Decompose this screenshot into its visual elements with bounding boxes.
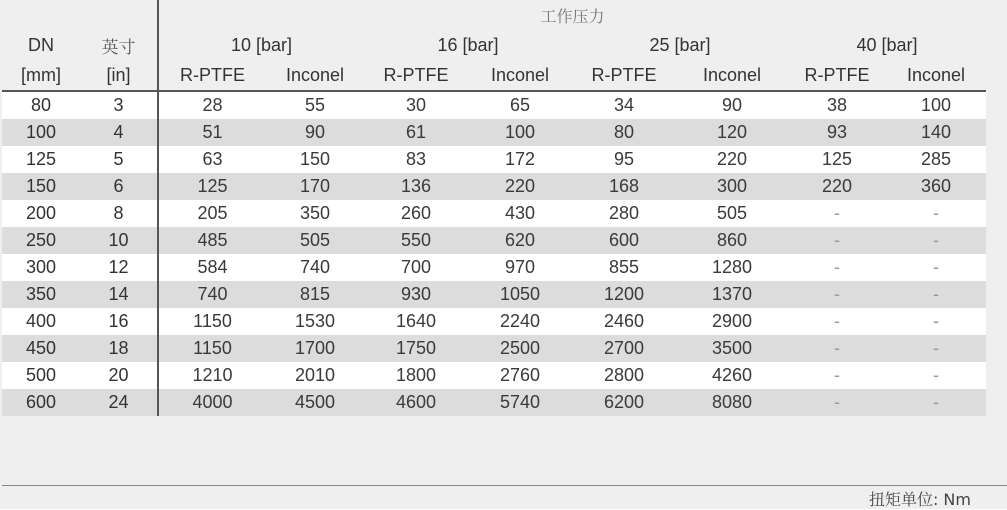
torque-cell: - bbox=[886, 200, 986, 227]
inch-cell: 4 bbox=[80, 119, 158, 146]
torque-cell: 90 bbox=[266, 119, 364, 146]
inch-cell: 20 bbox=[80, 362, 158, 389]
pressure-group-10: 10 [bar] bbox=[158, 30, 364, 60]
table-row bbox=[2, 173, 986, 200]
torque-cell: 100 bbox=[886, 91, 986, 119]
inch-cell: 6 bbox=[80, 173, 158, 200]
material-header: Inconel bbox=[906, 64, 966, 85]
torque-cell: 220 bbox=[788, 173, 886, 200]
torque-cell: 125 bbox=[158, 173, 266, 200]
table-row bbox=[2, 308, 986, 335]
torque-cell: 28 bbox=[158, 91, 266, 119]
inch-cell: 24 bbox=[80, 389, 158, 416]
torque-cell: - bbox=[788, 281, 886, 308]
inch-cell: 8 bbox=[80, 200, 158, 227]
pressure-group-25: 25 [bar] bbox=[649, 34, 711, 55]
material-header: R-PTFE bbox=[158, 60, 266, 91]
inch-unit: [in] bbox=[106, 64, 131, 85]
material-header: Inconel bbox=[702, 64, 762, 85]
dn-cell: 125 bbox=[2, 146, 80, 173]
torque-cell: - bbox=[788, 308, 886, 335]
torque-cell: 4500 bbox=[266, 389, 364, 416]
table-row bbox=[2, 254, 986, 281]
torque-cell: 1210 bbox=[158, 362, 266, 389]
torque-cell: 550 bbox=[364, 227, 468, 254]
torque-cell: 1200 bbox=[572, 281, 676, 308]
torque-cell: 350 bbox=[266, 200, 364, 227]
torque-cell: 505 bbox=[266, 227, 364, 254]
torque-cell: 280 bbox=[572, 200, 676, 227]
torque-cell: 1150 bbox=[158, 308, 266, 335]
torque-cell: 63 bbox=[158, 146, 266, 173]
dn-cell: 300 bbox=[2, 254, 80, 281]
table-row bbox=[2, 91, 986, 119]
table-row bbox=[2, 362, 986, 389]
inch-cell: 16 bbox=[80, 308, 158, 335]
torque-cell: 2010 bbox=[266, 362, 364, 389]
pressure-group-40: 40 [bar] bbox=[856, 34, 918, 55]
table-row bbox=[2, 119, 986, 146]
table-row bbox=[2, 227, 986, 254]
torque-cell: - bbox=[788, 227, 886, 254]
table-row bbox=[2, 389, 986, 416]
dn-label: DN bbox=[28, 34, 54, 55]
dn-cell: 100 bbox=[2, 119, 80, 146]
table-row bbox=[2, 335, 986, 362]
torque-cell: 1750 bbox=[364, 335, 468, 362]
torque-cell: 505 bbox=[676, 200, 788, 227]
unit-note: 扭矩单位: Nm bbox=[868, 490, 971, 509]
dn-unit: [mm] bbox=[21, 64, 61, 85]
torque-cell: 30 bbox=[364, 91, 468, 119]
torque-cell: 1150 bbox=[158, 335, 266, 362]
torque-cell: 700 bbox=[364, 254, 468, 281]
inch-cell: 3 bbox=[80, 91, 158, 119]
torque-cell: 2800 bbox=[572, 362, 676, 389]
torque-cell: 2240 bbox=[468, 308, 572, 335]
torque-cell: - bbox=[886, 281, 986, 308]
torque-cell: 3500 bbox=[676, 335, 788, 362]
torque-cell: 136 bbox=[364, 173, 468, 200]
dn-cell: 400 bbox=[2, 308, 80, 335]
material-header: R-PTFE bbox=[804, 64, 870, 85]
torque-cell: 815 bbox=[266, 281, 364, 308]
torque-cell: 360 bbox=[886, 173, 986, 200]
torque-cell: 4600 bbox=[364, 389, 468, 416]
torque-cell: 1050 bbox=[468, 281, 572, 308]
torque-cell: 220 bbox=[676, 146, 788, 173]
torque-cell: - bbox=[886, 362, 986, 389]
torque-cell: 168 bbox=[572, 173, 676, 200]
table-row bbox=[2, 281, 986, 308]
material-header: Inconel bbox=[490, 64, 550, 85]
dn-cell: 450 bbox=[2, 335, 80, 362]
torque-cell: 855 bbox=[572, 254, 676, 281]
torque-cell: 300 bbox=[676, 173, 788, 200]
torque-cell: 220 bbox=[468, 173, 572, 200]
torque-cell: - bbox=[788, 362, 886, 389]
torque-cell: 140 bbox=[886, 119, 986, 146]
inch-label: 英寸 bbox=[101, 37, 136, 58]
inch-cell: 12 bbox=[80, 254, 158, 281]
torque-cell: 740 bbox=[266, 254, 364, 281]
material-header: R-PTFE bbox=[383, 64, 449, 85]
torque-cell: - bbox=[788, 335, 886, 362]
pressure-group-16: 16 [bar] bbox=[437, 34, 499, 55]
torque-cell: 83 bbox=[364, 146, 468, 173]
torque-cell: 38 bbox=[788, 91, 886, 119]
table-row bbox=[2, 200, 986, 227]
dn-cell: 600 bbox=[2, 389, 80, 416]
torque-cell: 600 bbox=[572, 227, 676, 254]
torque-cell: 2900 bbox=[676, 308, 788, 335]
dn-cell: 200 bbox=[2, 200, 80, 227]
torque-cell: 80 bbox=[572, 119, 676, 146]
torque-cell: - bbox=[788, 254, 886, 281]
inch-cell: 18 bbox=[80, 335, 158, 362]
torque-cell: 55 bbox=[266, 91, 364, 119]
inch-cell: 14 bbox=[80, 281, 158, 308]
table-body bbox=[2, 91, 986, 416]
torque-cell: - bbox=[788, 200, 886, 227]
dn-cell: 250 bbox=[2, 227, 80, 254]
torque-cell: 100 bbox=[468, 119, 572, 146]
torque-cell: 95 bbox=[572, 146, 676, 173]
torque-cell: 2460 bbox=[572, 308, 676, 335]
table-row bbox=[2, 146, 986, 173]
torque-cell: 1370 bbox=[676, 281, 788, 308]
torque-cell: 125 bbox=[788, 146, 886, 173]
torque-cell: 2500 bbox=[468, 335, 572, 362]
torque-cell: 5740 bbox=[468, 389, 572, 416]
torque-cell: 584 bbox=[158, 254, 266, 281]
torque-cell: 61 bbox=[364, 119, 468, 146]
torque-cell: 51 bbox=[158, 119, 266, 146]
torque-cell: 6200 bbox=[572, 389, 676, 416]
corner-cell bbox=[2, 0, 158, 30]
inch-cell: 10 bbox=[80, 227, 158, 254]
torque-cell: 1700 bbox=[266, 335, 364, 362]
torque-cell: - bbox=[886, 308, 986, 335]
dn-cell: 80 bbox=[2, 91, 80, 119]
pressure-title: 工作压力 bbox=[158, 0, 986, 30]
torque-cell: 2760 bbox=[468, 362, 572, 389]
torque-table bbox=[2, 0, 986, 416]
torque-cell: 2700 bbox=[572, 335, 676, 362]
inch-cell: 5 bbox=[80, 146, 158, 173]
torque-cell: 930 bbox=[364, 281, 468, 308]
torque-cell: - bbox=[886, 389, 986, 416]
torque-cell: 34 bbox=[572, 91, 676, 119]
torque-cell: 1800 bbox=[364, 362, 468, 389]
torque-cell: - bbox=[886, 335, 986, 362]
bottom-divider bbox=[2, 485, 1007, 486]
torque-cell: 1530 bbox=[266, 308, 364, 335]
torque-cell: 260 bbox=[364, 200, 468, 227]
torque-cell: 170 bbox=[266, 173, 364, 200]
torque-cell: 285 bbox=[886, 146, 986, 173]
dn-cell: 500 bbox=[2, 362, 80, 389]
torque-cell: 4260 bbox=[676, 362, 788, 389]
torque-cell: 740 bbox=[158, 281, 266, 308]
torque-cell: 860 bbox=[676, 227, 788, 254]
torque-cell: 1280 bbox=[676, 254, 788, 281]
torque-cell: 120 bbox=[676, 119, 788, 146]
torque-cell: 172 bbox=[468, 146, 572, 173]
torque-cell: 65 bbox=[468, 91, 572, 119]
dn-cell: 150 bbox=[2, 173, 80, 200]
torque-cell: 8080 bbox=[676, 389, 788, 416]
torque-cell: - bbox=[886, 227, 986, 254]
torque-cell: 620 bbox=[468, 227, 572, 254]
torque-cell: 1640 bbox=[364, 308, 468, 335]
torque-cell: 150 bbox=[266, 146, 364, 173]
torque-cell: 90 bbox=[676, 91, 788, 119]
material-header: R-PTFE bbox=[591, 64, 657, 85]
torque-cell: 430 bbox=[468, 200, 572, 227]
torque-cell: 485 bbox=[158, 227, 266, 254]
torque-cell: - bbox=[886, 254, 986, 281]
torque-cell: - bbox=[788, 389, 886, 416]
torque-cell: 93 bbox=[788, 119, 886, 146]
torque-cell: 4000 bbox=[158, 389, 266, 416]
torque-cell: 970 bbox=[468, 254, 572, 281]
torque-cell: 205 bbox=[158, 200, 266, 227]
dn-cell: 350 bbox=[2, 281, 80, 308]
material-header: Inconel bbox=[285, 64, 345, 85]
